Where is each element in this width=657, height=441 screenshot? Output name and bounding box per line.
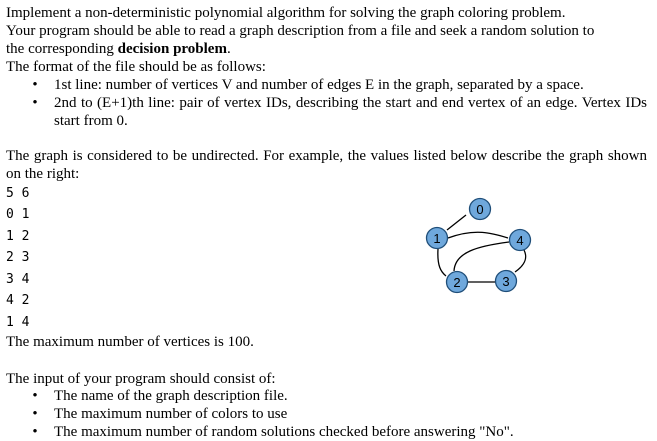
input-item-text: The maximum number of random solutions checked before answering "No".	[54, 424, 514, 440]
vertex-3-label: 3	[502, 274, 510, 289]
format-item-text: 1st line: number of vertices V and number of edges E in the graph, separated by a space.	[54, 77, 584, 93]
bullet-icon: •	[32, 406, 38, 422]
format-heading: The format of the file should be as follows:	[6, 59, 266, 75]
vertex-3	[496, 271, 517, 292]
edge-1-2	[438, 249, 446, 276]
bullet-icon: •	[32, 388, 38, 404]
edge-3-4	[515, 250, 526, 272]
input-item-text: The name of the graph description file.	[54, 388, 288, 404]
vertex-4	[510, 230, 531, 251]
vertex-2	[447, 272, 468, 293]
edge-1-4	[448, 232, 508, 238]
example-line: 1 4	[6, 315, 30, 330]
vertex-1	[427, 228, 448, 249]
intro-line-2: Your program should be able to read a graph description from a file and seek a random solution to	[6, 23, 595, 39]
edge-4-2	[454, 242, 509, 271]
vertex-0	[470, 199, 491, 220]
intro-line-3-suffix: .	[226, 41, 231, 57]
graph-edges	[438, 215, 526, 282]
vertex-0-label: 0	[476, 202, 484, 217]
bullet-icon: •	[32, 95, 38, 111]
example-paragraph: The graph is considered to be undirected. For example, the values listed below describe the graph shown on the right:	[6, 148, 647, 182]
bullet-icon: •	[32, 77, 38, 93]
example-line: 4 2	[6, 293, 30, 308]
input-heading: The input of your program should consist of:	[6, 371, 276, 387]
vertex-2-label: 2	[453, 275, 461, 290]
vertex-1-label: 1	[433, 231, 441, 246]
edge-0-1	[447, 215, 466, 230]
intro-line-3-prefix: the corresponding	[6, 41, 118, 57]
bullet-icon: •	[32, 424, 38, 440]
example-line: 3 4	[6, 272, 30, 287]
max-vertices-text: The maximum number of vertices is 100.	[6, 334, 254, 350]
example-line: 0 1	[6, 207, 30, 222]
decision-problem-term: decision problem	[117, 41, 227, 57]
example-line: 5 6	[6, 186, 30, 201]
example-line: 2 3	[6, 250, 30, 265]
input-item-text: The maximum number of colors to use	[54, 406, 288, 422]
format-item-text: 2nd to (E+1)th line: pair of vertex IDs, describing the start and end vertex of an edge. Vertex IDs start from 0.	[54, 95, 647, 129]
example-line: 1 2	[6, 229, 30, 244]
vertex-4-label: 4	[516, 233, 524, 248]
intro-line-1: Implement a non-deterministic polynomial algorithm for solving the graph coloring problem.	[6, 5, 566, 21]
